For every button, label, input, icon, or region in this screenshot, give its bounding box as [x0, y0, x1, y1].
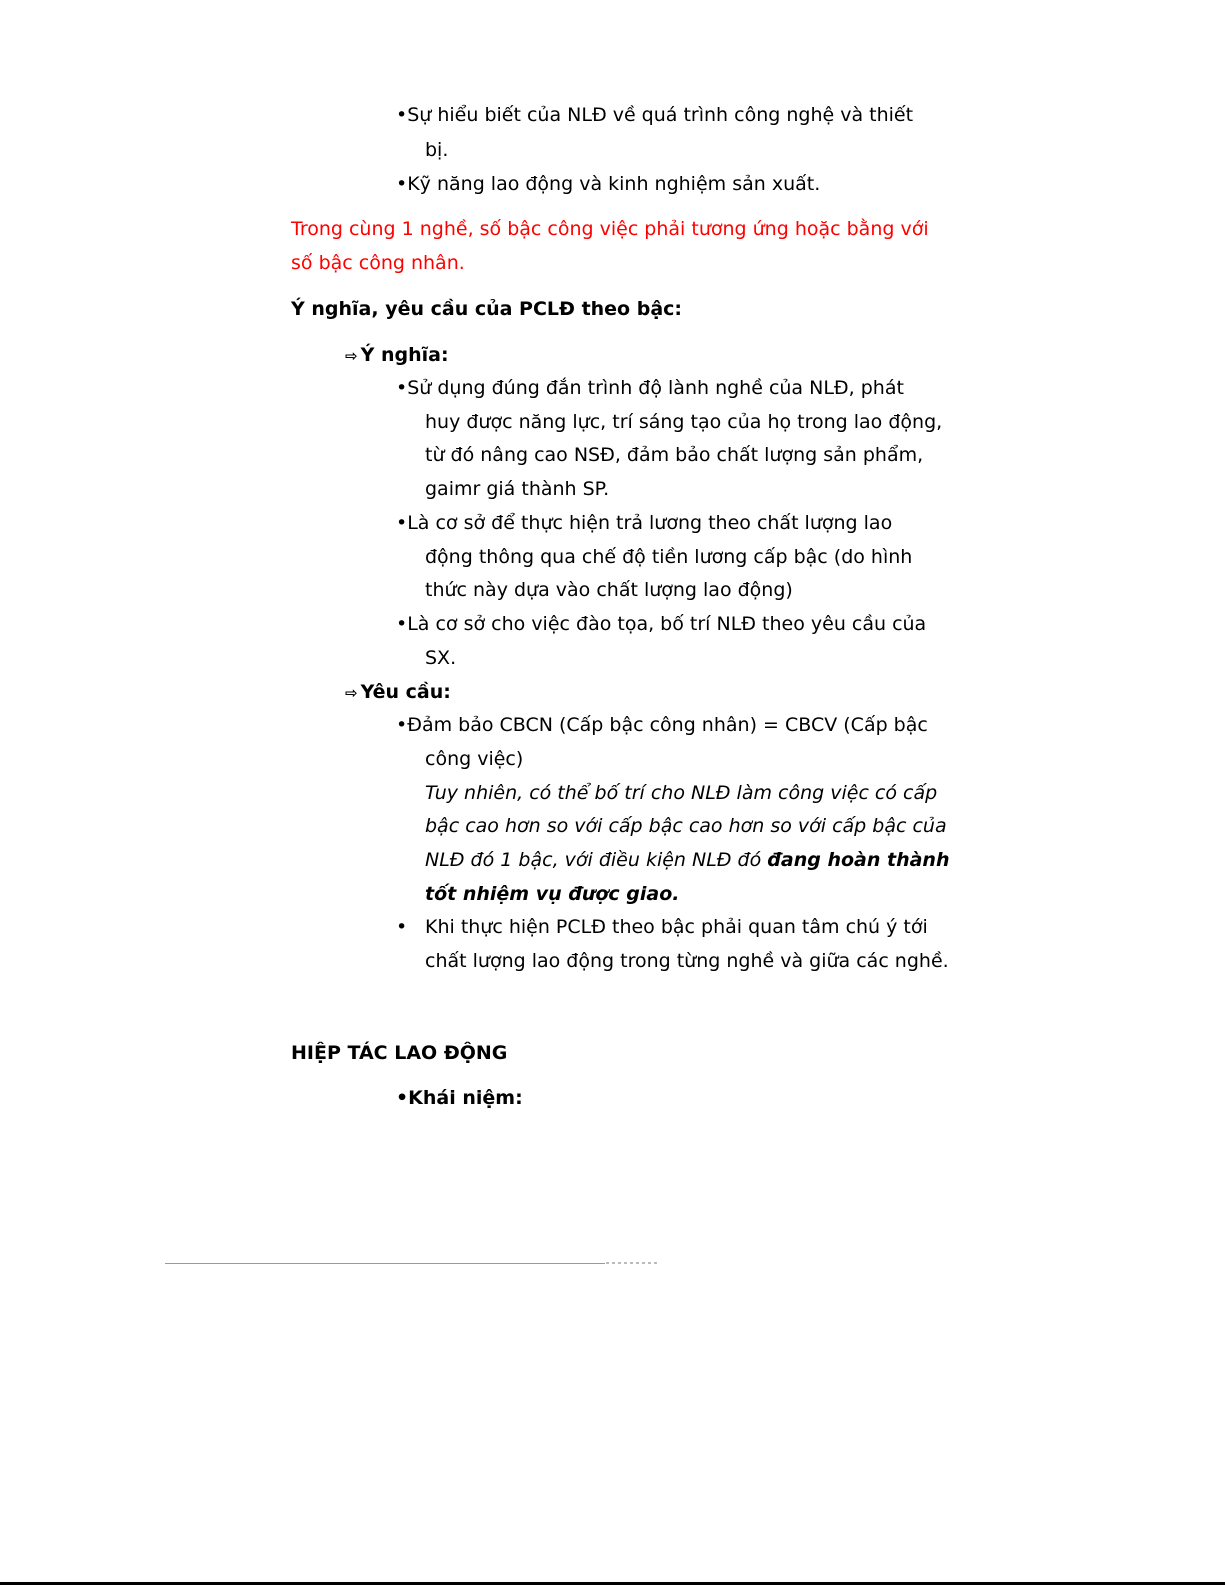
requirement-bullet-2: Khi thực hiện PCLĐ theo bậc phải quan tâm chú ý tới: [425, 916, 928, 938]
requirement-bullet-1-cont: công việc): [425, 748, 524, 770]
meaning-bullet-1: [396, 376, 904, 400]
subheading-meaning: [345, 343, 449, 368]
footnote-separator: [165, 1263, 605, 1264]
subheading-requirements: [345, 680, 451, 705]
bullet-text: Khái niệm:: [408, 1087, 523, 1109]
bullet-text: Là cơ sở cho việc đào tọa, bố trí NLĐ theo yêu cầu của: [407, 613, 927, 635]
bullet-understanding: [396, 103, 913, 127]
meaning-bullet-1-cont: gaimr giá thành SP.: [425, 478, 610, 500]
meaning-bullet-2-cont: động thông qua chế độ tiền lương cấp bậc (do hình: [425, 546, 913, 568]
bullet-glyph: •: [396, 1087, 409, 1109]
bullet-understanding-cont: bị.: [425, 139, 449, 161]
bullet-glyph: •: [396, 512, 408, 534]
italic-note-emphasis: đang hoàn thành: [767, 849, 950, 871]
meaning-bullet-1-cont: huy được năng lực, trí sáng tạo của họ trong lao động,: [425, 411, 943, 433]
footnote-separator-tail: [606, 1262, 658, 1264]
meaning-bullet-3: [396, 612, 926, 636]
meaning-bullet-2-cont: thức này dựa vào chất lượng lao động): [425, 579, 793, 601]
meaning-bullet-2: [396, 511, 892, 535]
italic-note-line3: [425, 848, 949, 872]
requirement-bullet-1: [396, 713, 928, 737]
bullet-text: Là cơ sở để thực hiện trả lương theo chất lượng lao: [407, 512, 893, 534]
concept-bullet: [396, 1086, 523, 1110]
bullet-text: Kỹ năng lao động và kinh nghiệm sản xuất.: [407, 173, 821, 195]
bullet-glyph: •: [396, 377, 408, 399]
italic-note-line4: tốt nhiệm vụ được giao.: [425, 883, 680, 905]
bullet-text: Đảm bảo CBCN (Cấp bậc công nhân) = CBCV (Cấp bậc: [407, 714, 928, 736]
bullet-glyph: •: [396, 173, 408, 195]
bullet-glyph: •: [396, 104, 408, 126]
bullet-text: Sự hiểu biết của NLĐ về quá trình công nghệ và thiết: [407, 104, 914, 126]
meaning-bullet-3-cont: SX.: [425, 647, 457, 669]
bullet-glyph: •: [396, 714, 408, 736]
arrow-icon: ⇨: [345, 684, 358, 702]
bullet-glyph: •: [396, 613, 408, 635]
bullet-skills: [396, 172, 820, 196]
section-heading-labor-cooperation: HIỆP TÁC LAO ĐỘNG: [291, 1042, 508, 1064]
subheading-text: Yêu cầu:: [360, 681, 451, 703]
red-note-line1: Trong cùng 1 nghề, số bậc công việc phải tương ứng hoặc bằng với: [291, 218, 929, 240]
subheading-text: Ý nghĩa:: [360, 344, 449, 366]
requirement-bullet-2-cont: chất lượng lao động trong từng nghề và giữa các nghề.: [425, 950, 949, 972]
arrow-icon: ⇨: [345, 347, 358, 365]
red-note-line2: số bậc công nhân.: [291, 252, 465, 274]
italic-note-line1: Tuy nhiên, có thể bố trí cho NLĐ làm công việc có cấp: [425, 782, 938, 804]
bullet-text: Sử dụng đúng đắn trình độ lành nghề của NLĐ, phát: [407, 377, 904, 399]
italic-note-line2: bậc cao hơn so với cấp bậc cao hơn so với cấp bậc của: [425, 815, 947, 837]
section-heading-meaning-requirements: Ý nghĩa, yêu cầu của PCLĐ theo bậc:: [291, 298, 683, 320]
requirement-bullet-2-glyph: •: [396, 916, 408, 938]
italic-note-text: NLĐ đó 1 bậc, với điều kiện NLĐ đó: [425, 849, 768, 871]
meaning-bullet-1-cont: từ đó nâng cao NSĐ, đảm bảo chất lượng sản phẩm,: [425, 444, 924, 466]
